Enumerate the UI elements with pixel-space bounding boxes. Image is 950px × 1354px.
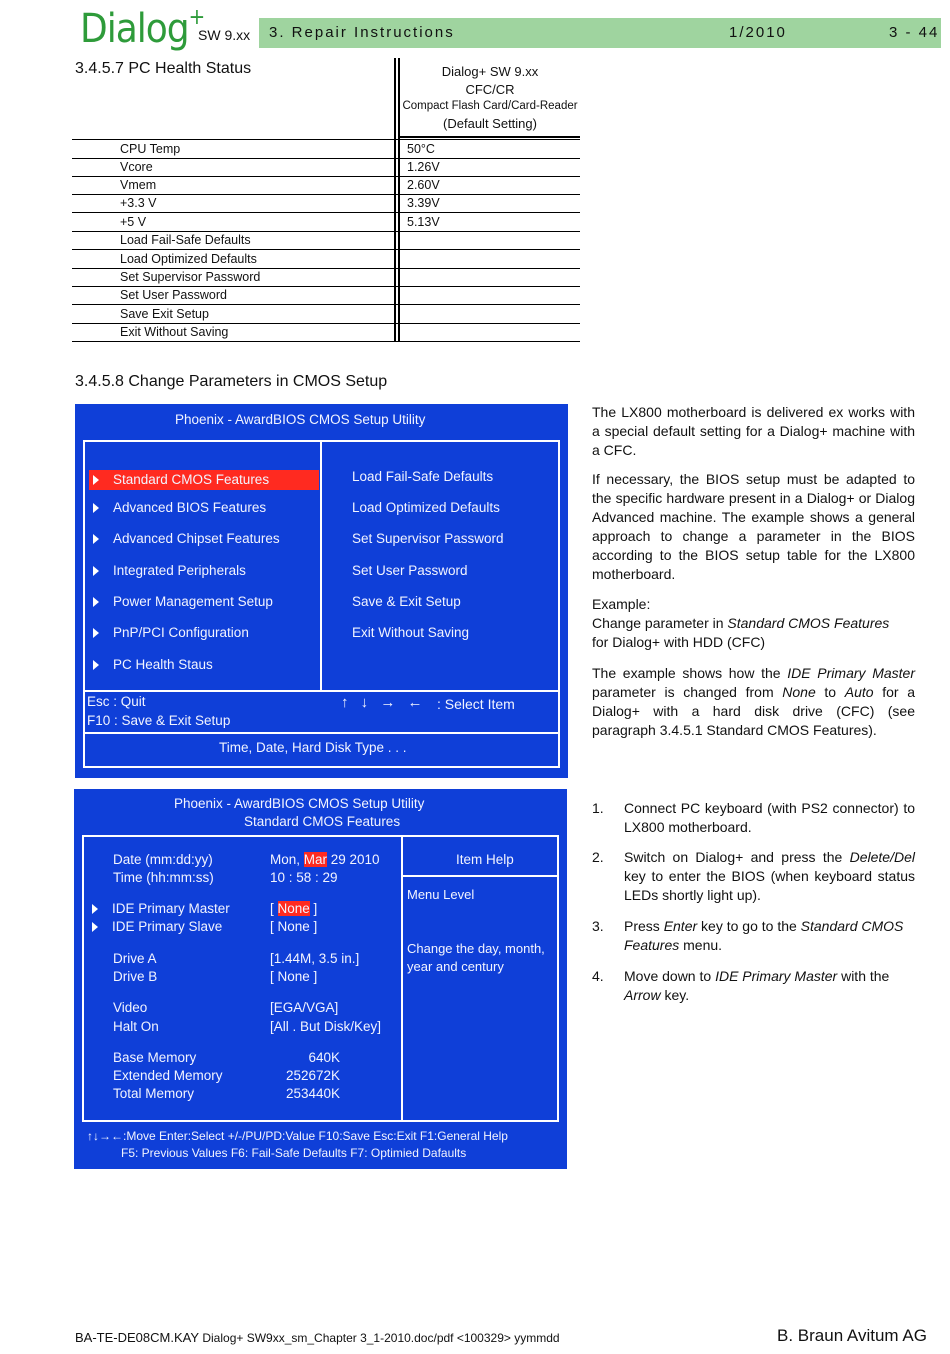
table-row: Set Supervisor Password (72, 268, 580, 287)
bios-item-load-optimized[interactable]: Load Optimized Defaults (352, 500, 500, 515)
bios-status-text: Time, Date, Hard Disk Type . . . (219, 740, 407, 755)
bios-item-load-failsafe[interactable]: Load Fail-Safe Defaults (352, 469, 494, 484)
arrow-right-icon (93, 597, 99, 607)
software-version: SW 9.xx (198, 27, 251, 43)
field-label-ide-master[interactable]: IDE Primary Master (92, 901, 230, 916)
document-reference: BA-TE-DE08CM.KAY Dialog+ SW9xx_sm_Chapter 3_1-2010.doc/pdf <100329> yymmdd (75, 1330, 560, 1345)
bios-key-esc: Esc : Quit (87, 694, 146, 709)
example-block: Example: Change parameter in Standard CMOS Features for Dialog+ with HDD (CFC) (592, 595, 915, 652)
field-value-extended-memory: 252672K (285, 1068, 340, 1083)
table-row: Load Fail-Safe Defaults (72, 231, 580, 250)
field-value-time[interactable]: 10 : 58 : 29 (270, 870, 338, 885)
field-label-drive-b: Drive B (113, 969, 158, 984)
chapter-bar (259, 18, 941, 48)
section-heading-cmos: 3.4.5.8 Change Parameters in CMOS Setup (75, 373, 388, 390)
field-label-extended-memory: Extended Memory (113, 1068, 223, 1083)
bios-item-standard-cmos[interactable]: Standard CMOS Features (89, 470, 319, 490)
step-3-text: Press Enter key to go to the Standard CMOS Features menu. (624, 918, 904, 953)
table-row: Load Optimized Defaults (72, 250, 580, 269)
pc-health-table (72, 58, 580, 342)
bios-keys-line2: F5: Previous Values F6: Fail-Safe Defaults F7: Optimied Dafaults (121, 1146, 467, 1160)
bios-title: Phoenix - AwardBIOS CMOS Setup Utility (175, 412, 426, 427)
bios-item-advanced-chipset[interactable]: Advanced Chipset Features (93, 531, 280, 546)
arrow-right-icon (93, 475, 99, 485)
col-header-line3: Compact Flash Card/Card-Reader (402, 100, 578, 112)
field-value-drive-b[interactable]: [ None ] (270, 969, 318, 984)
bios-key-f10: F10 : Save & Exit Setup (87, 713, 231, 728)
bios-subtitle: Standard CMOS Features (244, 814, 401, 829)
bios-item-power-management[interactable]: Power Management Setup (93, 594, 273, 609)
field-label-base-memory: Base Memory (113, 1050, 197, 1065)
intro-paragraph: The LX800 motherboard is delivered ex works with a special default setting for a Dialog+ machine with a CFC. (592, 404, 915, 458)
help-text-line1: Change the day, month, (407, 941, 545, 956)
field-label-total-memory: Total Memory (113, 1086, 195, 1101)
table-row: Set User Password (72, 286, 580, 305)
step-1-text: Connect PC keyboard (with PS2 connector) to LX800 motherboard. (624, 800, 915, 835)
arrow-right-icon (93, 660, 99, 670)
table-row: Save Exit Setup (72, 305, 580, 324)
date-month-selected[interactable]: Mar (303, 852, 328, 867)
col-header-line1: Dialog+ SW 9.xx (441, 64, 539, 79)
table-row: +3.3 V 3.39V (72, 194, 580, 213)
arrow-right-icon (93, 534, 99, 544)
page-number: 3 - 44 (889, 24, 940, 41)
bios-item-user-password[interactable]: Set User Password (352, 563, 468, 578)
bios-select-item: : Select Item (437, 696, 515, 712)
bios-item-integrated-peripherals[interactable]: Integrated Peripherals (93, 563, 246, 578)
menu-level: Menu Level (407, 887, 475, 902)
field-value-video[interactable]: [EGA/VGA] (270, 1000, 339, 1015)
field-value-date[interactable]: Mon, Mar 29 2010 (270, 852, 380, 867)
issue-date: 1/2010 (729, 24, 787, 41)
table-row: Vcore 1.26V (72, 158, 580, 177)
table-row: Vmem 2.60V (72, 176, 580, 195)
field-value-halt[interactable]: [All . But Disk/Key] (270, 1019, 382, 1034)
field-label-drive-a: Drive A (113, 951, 157, 966)
ide-master-selected[interactable]: None (277, 901, 310, 916)
company-name: B. Braun Avitum AG (777, 1326, 927, 1345)
bios-setup-paragraph: If necessary, the BIOS setup must be adapted to the specific hardware present in a Dialog+ or Dialog Advanced machine. The example shows a general approach to change a parameter in the BIOS according to the BIOS setup table for the LX800 motherboard. (592, 471, 915, 582)
bios-main-screen (75, 404, 568, 778)
bios-menu-divider (320, 440, 322, 692)
bios-item-save-exit[interactable]: Save & Exit Setup (352, 594, 461, 609)
arrow-right-icon (93, 566, 99, 576)
arrow-right-icon (92, 922, 98, 932)
col-header-line4: (Default Setting) (443, 116, 537, 131)
table-header-rule (400, 136, 580, 138)
bios-item-pc-health[interactable]: PC Health Staus (93, 657, 213, 672)
field-value-base-memory: 640K (308, 1050, 340, 1065)
step-number: 4. (592, 968, 604, 984)
field-value-ide-master[interactable]: [ None ] (270, 901, 318, 916)
field-label-time: Time (hh:mm:ss) (113, 870, 214, 885)
field-label-halt: Halt On (113, 1019, 159, 1034)
bios-keys-line1: ↑↓→←:Move Enter:Select +/-/PU/PD:Value F10:Save Esc:Exit F1:General Help (87, 1129, 508, 1143)
field-value-total-memory: 253440K (285, 1086, 340, 1101)
col-header-line2: CFC/CR (465, 82, 515, 97)
arrow-right-icon (92, 904, 98, 914)
bios-help-divider (401, 835, 403, 1122)
arrow-right-icon (93, 503, 99, 513)
bios-help-rule (403, 875, 559, 877)
bios-standard-cmos-screen (74, 789, 567, 1169)
bios-title: Phoenix - AwardBIOS CMOS Setup Utility (174, 796, 425, 811)
bios-item-supervisor-password[interactable]: Set Supervisor Password (352, 531, 504, 546)
field-value-drive-a[interactable]: [1.44M, 3.5 in.] (270, 951, 360, 966)
step-4-text: Move down to IDE Primary Master with the Arrow key. (624, 968, 890, 1003)
table-row: +5 V 5.13V (72, 213, 580, 232)
step-number: 1. (592, 800, 604, 816)
bios-item-pnp-pci[interactable]: PnP/PCI Configuration (93, 625, 249, 640)
help-text-line2: year and century (407, 959, 504, 974)
step-number: 2. (592, 849, 604, 865)
table-row: CPU Temp 50°C (72, 139, 580, 159)
example-label: Example: (592, 596, 651, 612)
field-label-date: Date (mm:dd:yy) (113, 852, 213, 867)
bios-item-advanced-bios[interactable]: Advanced BIOS Features (93, 500, 266, 515)
field-value-ide-slave[interactable]: [ None ] (270, 919, 318, 934)
section-heading-pc-health: 3.4.5.7 PC Health Status (75, 60, 252, 77)
bios-item-exit-without-saving[interactable]: Exit Without Saving (352, 625, 470, 640)
field-label-video: Video (113, 1000, 148, 1015)
step-2-text: Switch on Dialog+ and press the Delete/Del key to enter the BIOS (when keyboard status LEDs shortly light up). (624, 849, 915, 903)
example-description: The example shows how the IDE Primary Master parameter is changed from None to Auto for a Dialog+ with a hard disk drive (CFC) (see paragraph 3.4.5.1 Standard CMOS Features). (592, 665, 915, 738)
chapter-title: 3. Repair Instructions (269, 24, 455, 41)
brand-logo: Dialog+ (80, 4, 205, 52)
item-help-title: Item Help (456, 852, 514, 867)
step-number: 3. (592, 918, 604, 934)
arrow-right-icon (93, 628, 99, 638)
table-row: Exit Without Saving (72, 323, 580, 342)
arrow-keys-icon: ↑ ↓ → ← (341, 694, 427, 711)
field-label-ide-slave[interactable]: IDE Primary Slave (92, 919, 222, 934)
